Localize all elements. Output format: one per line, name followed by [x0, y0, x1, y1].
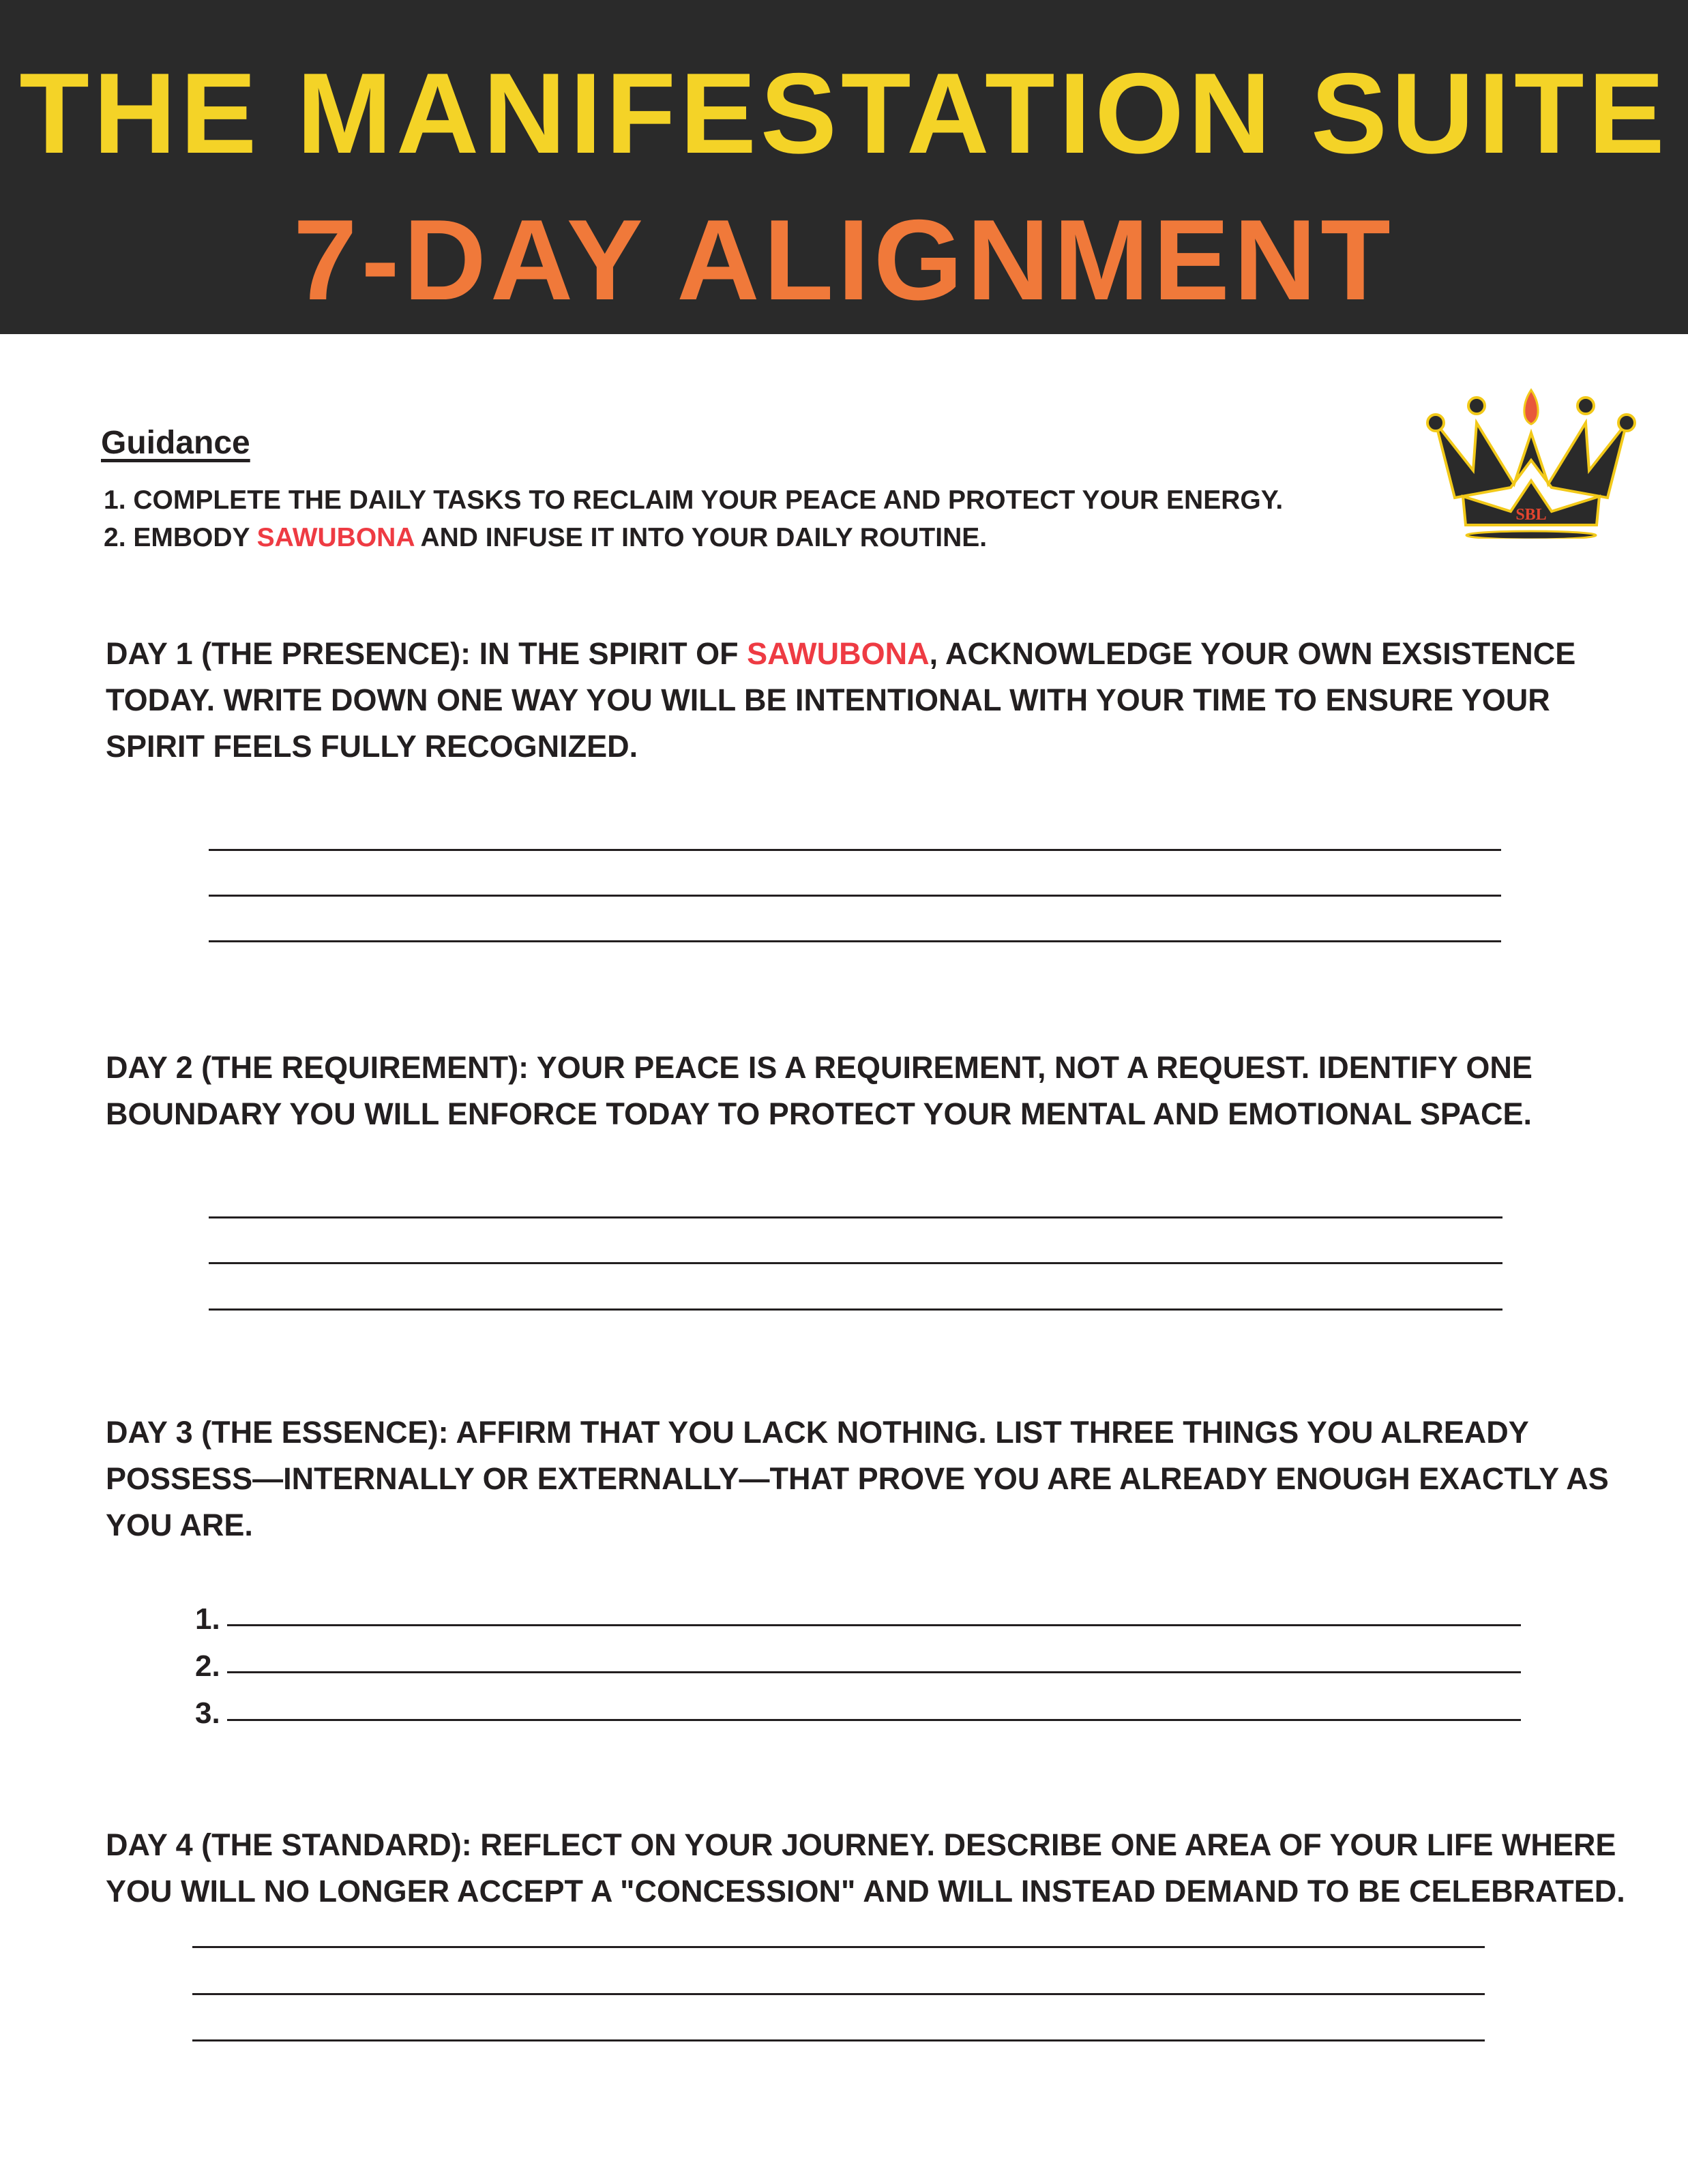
guidance-item-1: 1. COMPLETE THE DAILY TASKS TO RECLAIM YOUR PEACE AND PROTECT YOUR ENERGY. — [104, 485, 1284, 515]
guidance-item-2 — [104, 523, 987, 553]
answer-line[interactable] — [209, 1262, 1502, 1264]
sawubona-highlight: SAWUBONA — [256, 523, 415, 552]
page-title: THE MANIFESTATION SUITE — [19, 49, 1669, 177]
day-1-prompt — [106, 631, 1627, 770]
answer-line[interactable] — [192, 2039, 1485, 2041]
page-subtitle: 7-DAY ALIGNMENT — [293, 196, 1395, 324]
text: , ACKNOWLEDGE YOUR OWN EXSISTENCE TODAY. WRITE DOWN ONE WAY YOU WILL BE INTENTIONAL WITH YOUR TIME TO ENSURE YOUR SPIRIT FEELS FULLY RECOGNIZED. — [106, 636, 1576, 764]
answer-line[interactable] — [209, 1308, 1502, 1311]
text: AND INFUSE IT INTO YOUR DAILY ROUTINE. — [414, 523, 988, 552]
text: 2. EMBODY — [104, 523, 257, 552]
day-3-prompt: DAY 3 (THE ESSENCE): AFFIRM THAT YOU LACK NOTHING. LIST THREE THINGS YOU ALREADY POSSESS—INTERNALLY OR EXTERNALLY—THAT PROVE YOU ARE ALREADY ENOUGH EXACTLY AS YOU ARE. — [106, 1415, 1609, 1542]
answer-line[interactable] — [227, 1719, 1521, 1721]
sawubona-highlight: SAWUBONA — [747, 636, 930, 671]
crown-logo-icon — [1422, 382, 1640, 539]
day-2-prompt: DAY 2 (THE REQUIREMENT): YOUR PEACE IS A REQUIREMENT, NOT A REQUEST. IDENTIFY ONE BOUNDARY YOU WILL ENFORCE TODAY TO PROTECT YOUR MENTAL AND EMOTIONAL SPACE. — [106, 1050, 1532, 1131]
list-number: 2. — [195, 1649, 220, 1683]
answer-line[interactable] — [192, 1993, 1485, 1995]
guidance-heading: Guidance — [101, 425, 250, 461]
answer-line[interactable] — [209, 940, 1501, 942]
day-4-prompt: DAY 4 (THE STANDARD): REFLECT ON YOUR JOURNEY. DESCRIBE ONE AREA OF YOUR LIFE WHERE YOU WILL NO LONGER ACCEPT A "CONCESSION" AND WILL INSTEAD DEMAND TO BE CELEBRATED. — [106, 1827, 1625, 1909]
answer-line[interactable] — [227, 1671, 1521, 1673]
answer-line[interactable] — [192, 1946, 1485, 1948]
answer-line[interactable] — [209, 849, 1501, 851]
list-number: 1. — [195, 1602, 220, 1636]
answer-line[interactable] — [227, 1624, 1521, 1626]
logo-text: SBL — [1515, 506, 1547, 524]
text: DAY 1 (THE PRESENCE): IN THE SPIRIT OF — [106, 636, 747, 671]
header-banner — [0, 0, 1688, 334]
answer-line[interactable] — [209, 895, 1501, 897]
answer-line[interactable] — [209, 1216, 1502, 1218]
list-number: 3. — [195, 1696, 220, 1730]
